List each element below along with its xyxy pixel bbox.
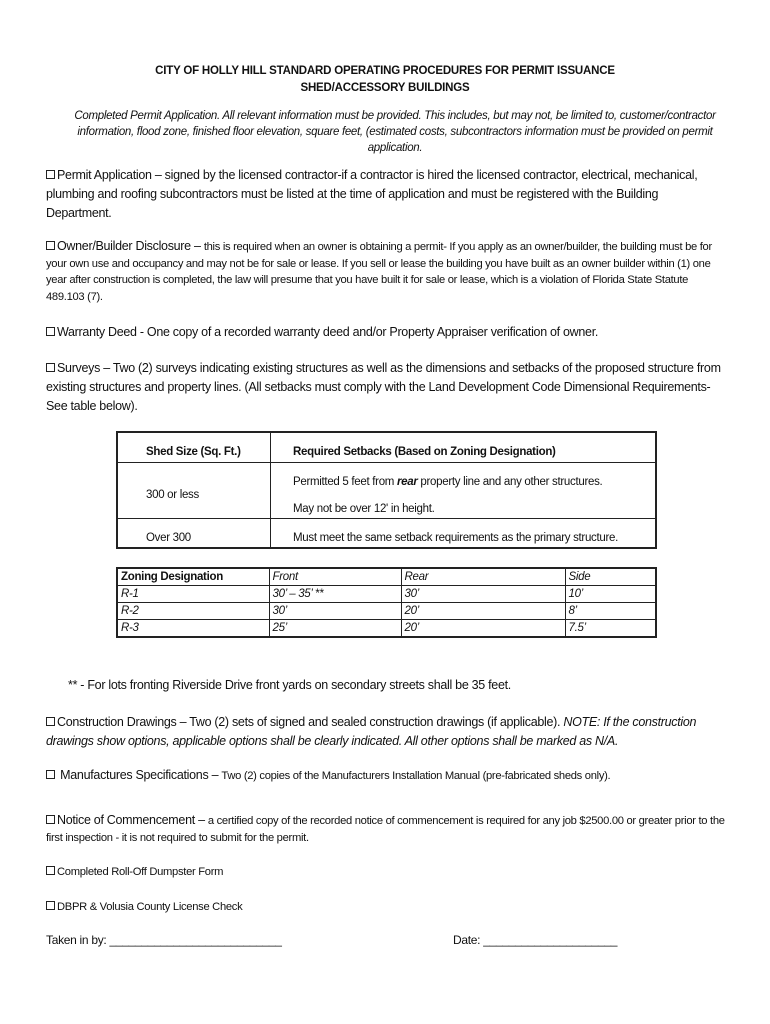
item-notice-of-commencement [46,812,726,846]
notice-of-commencement-lead: Notice of Commencement – [57,813,208,827]
page-subtitle: SHED/ACCESSORY BUILDINGS [300,82,470,94]
table-row [117,568,656,586]
checkbox-manufactures-specs[interactable] [46,770,55,779]
checkbox-permit-application[interactable] [46,170,55,179]
license-check-text: DBPR & Volusia County License Check [57,901,243,913]
front-cell: 30’ – 35’ ** [269,586,401,603]
rear-cell: 30’ [401,586,565,603]
surveys-text: Surveys – Two (2) surveys indicating existing structures as well as the dimensions and setbacks of the proposed structure from existing structures and property lines. (All setbacks must comply with the Land Development Code Dimensional Requirements-See table below). [46,361,721,413]
zoning-table [116,567,657,638]
table-row [117,586,656,603]
table-divider [270,433,271,547]
shed-size-small: 300 or less [146,489,199,501]
side-cell: 7.5’ [565,620,656,638]
shed-size-header: Shed Size (Sq. Ft.) [146,446,241,458]
manufactures-specs-text: Two (2) copies of the Manufacturers Installation Manual (pre-fabricated sheds only). [221,770,611,782]
side-cell: 8’ [565,603,656,620]
large-shed-requirement: Must meet the same setback requirements as the primary structure. [293,532,618,544]
side-cell: 10’ [565,586,656,603]
checkbox-notice-of-commencement[interactable] [46,815,55,824]
item-warranty-deed [46,323,726,342]
front-cell: 25’ [269,620,401,638]
required-setbacks-header: Required Setbacks (Based on Zoning Designation) [293,446,556,458]
front-cell: 30’ [269,603,401,620]
checkbox-owner-builder[interactable] [46,241,55,250]
item-license-check [46,899,726,916]
height-limit: May not be over 12' in height. [293,503,435,515]
construction-drawings-text: Construction Drawings – Two (2) sets of signed and sealed construction drawings (if applicable). [57,715,564,729]
riverside-footnote: ** - For lots fronting Riverside Drive front yards on secondary streets shall be 35 feet. [68,678,511,692]
item-surveys [46,359,726,416]
dumpster-form-text: Completed Roll-Off Dumpster Form [57,866,224,878]
checkbox-license-check[interactable] [46,901,55,910]
side-header: Side [565,568,656,586]
owner-builder-lead: Owner/Builder Disclosure – [57,239,204,253]
checkbox-warranty-deed[interactable] [46,327,55,336]
checkbox-surveys[interactable] [46,363,55,372]
zone-cell: R-2 [117,603,269,620]
zone-cell: R-3 [117,620,269,638]
owner-builder-text: this is required when an owner is obtaining a permit- If you apply as an owner/builder, the building must be for your own use and occupancy and may not be for sale or lease. If you sell or lease the building you have built as an owner builder within (1) one year after construction is completed, the law will presume that you have built it for sale or lease, which is a violation of Florida State Statute 489.103 (7). [46,241,712,303]
setback-rear-requirement: Permitted 5 feet from rear property line and any other structures. [293,476,603,488]
zone-cell: R-1 [117,586,269,603]
construction-drawings-note: NOTE: If the construction drawings show options, applicable options shall be clearly indicated. All other options shall be marked as N/A. [46,715,697,748]
manufactures-specs-lead: Manufactures Specifications – [57,768,222,782]
notice-of-commencement-text: a certified copy of the recorded notice of commencement is required for any job $2500.00 or greater prior to the first inspection - it is not required to submit for the permit. [46,815,725,844]
rear-cell: 20’ [401,603,565,620]
table-divider [118,518,655,519]
checkbox-dumpster-form[interactable] [46,866,55,875]
warranty-deed-text: Warranty Deed - One copy of a recorded warranty deed and/or Property Appraiser verification of owner. [57,325,599,339]
intro-paragraph: Completed Permit Application. All relevant information must be provided. This includes, but may not, be limited to, customer/contractor information, flood zone, finished floor elevation, square feet, (estimated costs, subcontractors information must be provided on permit application. [74,110,716,154]
rear-header: Rear [401,568,565,586]
front-header: Front [269,568,401,586]
table-divider [118,462,655,463]
page-title: CITY OF HOLLY HILL STANDARD OPERATING PROCEDURES FOR PERMIT ISSUANCE [155,65,615,77]
taken-in-by-field[interactable]: Taken in by: ___________________________ [46,933,282,947]
item-construction-drawings [46,713,726,751]
checkbox-construction-drawings[interactable] [46,717,55,726]
setbacks-table [116,431,657,549]
item-dumpster-form [46,864,726,881]
rear-cell: 20’ [401,620,565,638]
item-manufactures-specs [46,767,726,785]
table-row [117,603,656,620]
shed-size-large: Over 300 [146,532,191,544]
permit-application-text: Permit Application – signed by the licensed contractor-if a contractor is hired the licensed contractor, electrical, mechanical, plumbing and roofing subcontractors must be listed at the time of application and must be registered with the Building Department. [46,168,698,220]
table-row [117,620,656,638]
date-field[interactable]: Date: _____________________ [453,933,618,947]
item-owner-builder [46,238,726,305]
item-permit-application [46,166,726,223]
zoning-header: Zoning Designation [117,568,269,586]
